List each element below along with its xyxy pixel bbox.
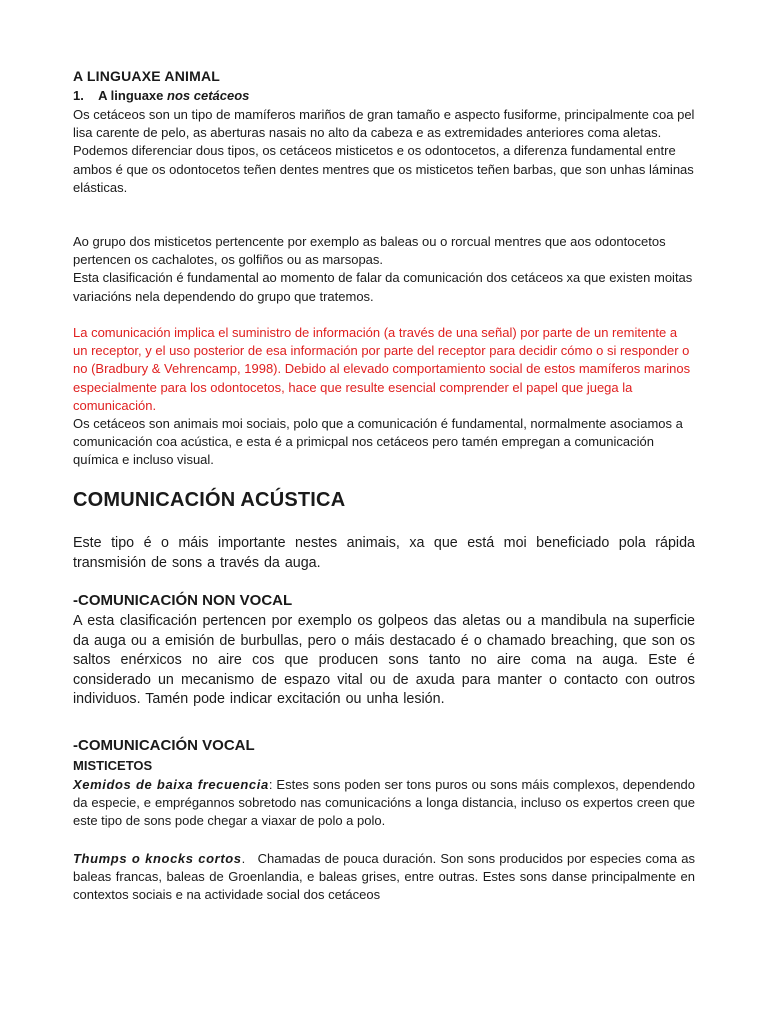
paragraph-classification: Ao grupo dos misticetos pertencente por exemplo as baleas ou o rorcual mentres que aos odontocetos pertencen os cachalotes, os golfiños ou as marsopas. Esta clasificación é fundamental ao momento de falar da comunicación dos cetáceos xa que existen moitas variacións nela dependendo do grupo que tratemos.	[73, 234, 693, 304]
paragraph-low-frequency-moans	[73, 776, 695, 831]
document-title: A LINGUAXE ANIMAL	[73, 68, 221, 84]
text-low-frequency-moans: : Estes sons poden ser tons puros ou sons máis complexos, dependendo da especie, e emprégannos sobretodo nas comunicacións a longa distancia, incluso os expertos creen que este tipo de sons pode chegar a viaxar de polo a polo.	[73, 777, 696, 829]
paragraph-non-vocal: A esta clasificación pertencen por exemplo os golpeos das aletas ou a mandibula na superficie da auga ou a emisión de burbullas, pero o máis destacado é o chamado breaching, que son os saltos enérxicos no aire cos que producen sons tanto no aire coma na auga. Este é considerado un mecanismo de espazo vital ou de axuda para manter o contacto con outros individuos. Tamén pode indicar excitación ou unha lesión.	[73, 613, 695, 708]
paragraph-acoustic-intro: Este tipo é o máis importante nestes animais, xa que está moi beneficiado pola rápida transmisión de sons a través da auga.	[73, 535, 695, 571]
section-heading-italic: nos cetáceos	[167, 88, 250, 103]
paragraph-social-animals: Os cetáceos son animais moi sociais, polo que a comunicación é fundamental, normalmente asociamos a comunicación coa acústica, e esta é a primicpal nos cetáceos pero tamén empregan a comunicación química e incluso visual.	[73, 416, 683, 468]
term-low-frequency-moans: Xemidos de baixa frecuencia	[73, 777, 269, 792]
text-thumps-knocks: . Chamadas de pouca duración. Son sons producidos por especies coma as baleas francas, baleas de Groenlandia, e baleas grises, entre outras. Estes sons danse principalmente en contextos sociais e na actividade social dos cetáceos	[73, 851, 699, 903]
heading-vocal: -COMUNICACIÓN VOCAL	[73, 737, 255, 754]
section-heading-1	[73, 88, 695, 103]
paragraph-thumps-knocks	[73, 850, 699, 905]
heading-non-vocal: -COMUNICACIÓN NON VOCAL	[73, 592, 293, 609]
paragraph-communication-definition: La comunicación implica el suministro de información (a través de una señal) por parte de un remitente a un receptor, y el uso posterior de esa información por parte del receptor para decidir cómo o si responder o no (Bradbury & Vehrencamp, 1998). Debido al elevado comportamiento social de estos mamíferos marinos especialmente para los odontocetos, hace que resulte esencial comprender el papel que juega la comunicación.	[73, 325, 691, 413]
paragraph-cetaceans-intro: Os cetáceos son un tipo de mamíferos mariños de gran tamaño e aspecto fusiforme, principalmente coa pel lisa carente de pelo, as aberturas nasais no alto da cabeza e as extremidades anteriores coma aletas. Podemos diferenciar dous tipos, os cetáceos misticetos e os odontocetos, a diferenza fundamental entre ambos é que os odontocetos teñen dentes mentres que os misticetos teñen barbas, que son unhas láminas elásticas.	[73, 107, 695, 195]
heading-acoustic-communication: COMUNICACIÓN ACÚSTICA	[73, 489, 346, 511]
section-heading-plain: A linguaxe	[98, 88, 164, 103]
section-number: 1.	[73, 88, 84, 103]
heading-misticetos: MISTICETOS	[73, 758, 153, 773]
term-thumps-knocks: Thumps o knocks cortos	[73, 851, 242, 866]
